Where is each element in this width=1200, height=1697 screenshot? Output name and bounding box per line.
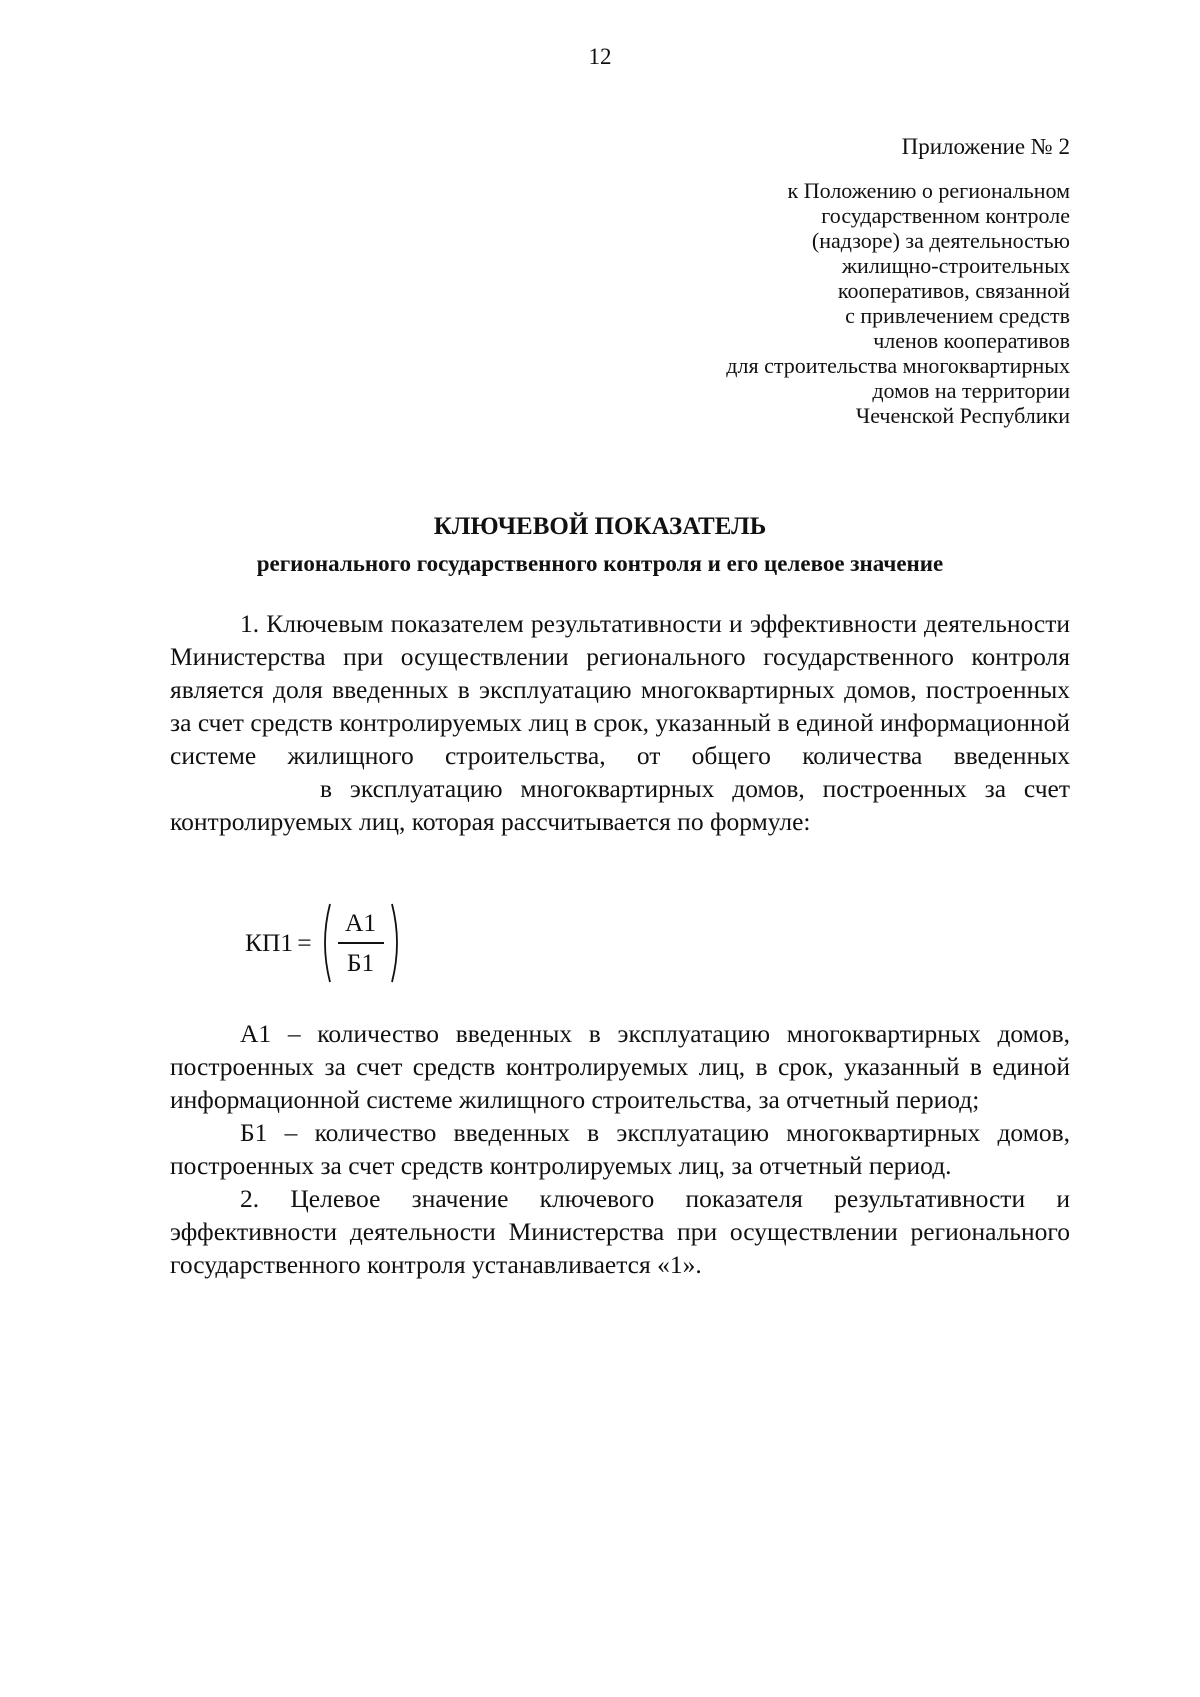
appendix-line: с привлечением средств [845,303,1070,328]
definition-a1: А1 – количество введенных в эксплуатацию многоквартирных домов, построенных за счет средств контролируемых лиц, в срок, указанный в единой информационной системе жилищного строительства, за отчетный период; [170,1019,1070,1114]
page-number: 12 [588,44,612,69]
document-heading: КЛЮЧЕВОЙ ПОКАЗАТЕЛЬ [433,513,767,540]
paragraph-1 [170,607,1070,838]
left-parenthesis-icon [318,902,332,984]
appendix-title: Приложение № 2 [901,134,1070,159]
right-parenthesis-icon [390,902,404,984]
paragraph-2: 2. Целевое значение ключевого показателя результативности и эффективности деятельности Министерства при осуществлении регионального государственного контроля устанавливается «1». [170,1184,1070,1279]
paragraph-1-block [170,607,1070,838]
appendix-line: домов на территории [872,378,1070,403]
appendix-line: для строительства многоквартирных [726,353,1070,378]
appendix-line: государственном контроле [821,203,1070,228]
appendix-line: к Положению о региональном [787,178,1070,203]
formula-numerator: А1 [344,908,377,938]
appendix-line: членов кооперативов [873,328,1070,353]
appendix-line: кооперативов, связанной [837,278,1070,303]
fraction-bar [338,942,384,944]
appendix-line: (надзоре) за деятельностью [811,228,1070,253]
formula-equals-sign: = [297,928,312,957]
formula [245,898,404,988]
paragraph-1-part-1: 1. Ключевым показателем результативности и эффективности деятельности Министерства при осуществлении регионального государственного контроля является доля введенных в эксплуатацию многоквартирных домов, построенных за счет средств контролируемых лиц в срок, указанный в единой информационной системе жилищного строительства, от общего количества введенных [170,609,1070,770]
document-subheading: регионального государственного контроля и его целевое значение [256,551,944,576]
appendix-line: Чеченской Республики [855,403,1070,428]
definition-b1: Б1 – количество введенных в эксплуатацию многоквартирных домов, построенных за счет средств контролируемых лиц, за отчетный период. [170,1118,1070,1180]
appendix-line: жилищно-строительных [841,253,1070,278]
paragraph-1-part-2: в эксплуатацию многоквартирных домов, построенных за счет контролируемых лиц, которая рассчитывается по формуле: [170,774,1070,836]
definitions-block [170,1017,1070,1281]
formula-fraction [332,907,390,979]
formula-denominator: Б1 [346,947,375,977]
appendix-reference [550,178,1070,428]
formula-lhs: КП1 [245,928,294,957]
